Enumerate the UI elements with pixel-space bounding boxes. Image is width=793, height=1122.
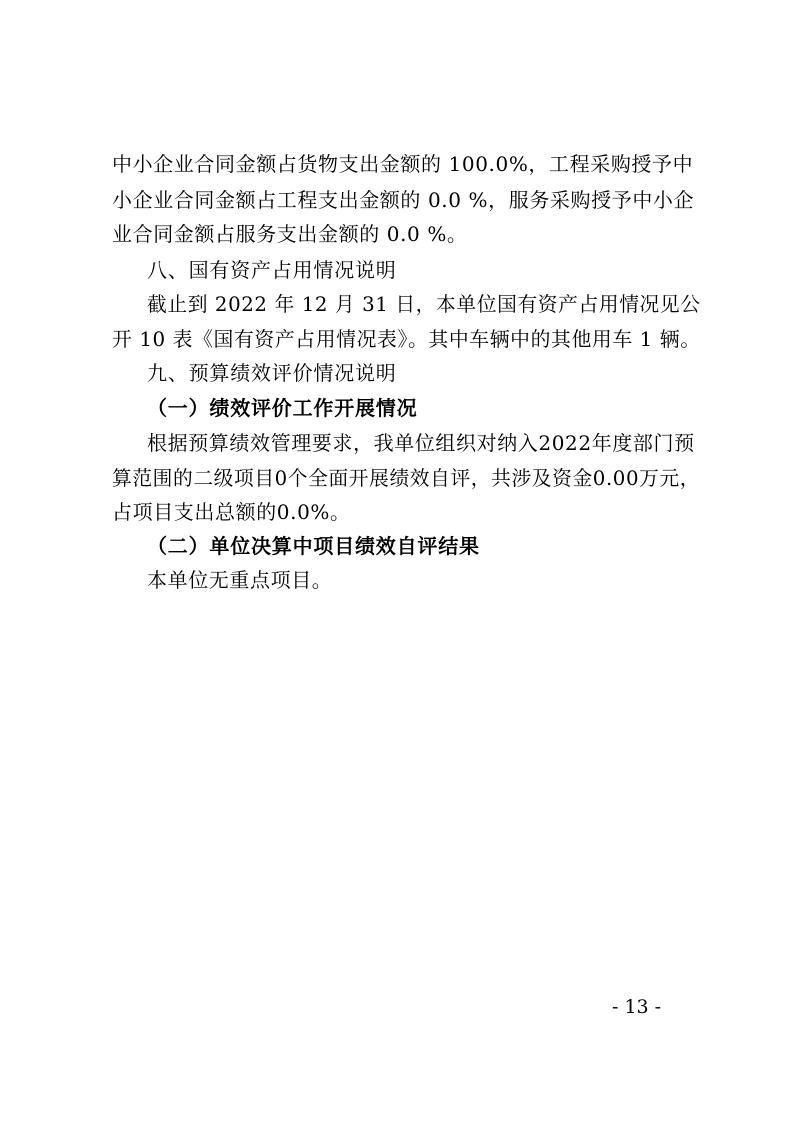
- paragraph-line: 占项目支出总额的0.0%。: [112, 500, 351, 524]
- section-heading-9: 九、预算绩效评价情况说明: [147, 361, 397, 385]
- paragraph-line: 开 10 表《国有资产占用情况表》。其中车辆中的其他用车 1 辆。: [112, 327, 701, 351]
- paragraph-line: 小企业合同金额占工程支出金额的 0.0 %，服务采购授予中小企: [112, 188, 695, 212]
- subsection-heading-1: （一）绩效评价工作开展情况: [147, 396, 418, 420]
- subsection-heading-2: （二）单位决算中项目绩效自评结果: [147, 534, 480, 558]
- paragraph-line: 中小企业合同金额占货物支出金额的 100.0%，工程采购授予中: [112, 152, 694, 176]
- section-heading-8: 八、国有资产占用情况说明: [147, 258, 397, 282]
- page-number: - 13 -: [612, 996, 662, 1018]
- paragraph-line: 截止到 2022 年 12 月 31 日，本单位国有资产占用情况见公: [147, 292, 701, 316]
- paragraph-line: 算范围的二级项目0个全面开展绩效自评，共涉及资金0.00万元，: [112, 466, 701, 490]
- paragraph-line: 本单位无重点项目。: [147, 568, 333, 592]
- paragraph-line: 根据预算绩效管理要求，我单位组织对纳入2022年度部门预: [147, 431, 695, 455]
- paragraph-line: 业合同金额占服务支出金额的 0.0 %。: [112, 222, 468, 246]
